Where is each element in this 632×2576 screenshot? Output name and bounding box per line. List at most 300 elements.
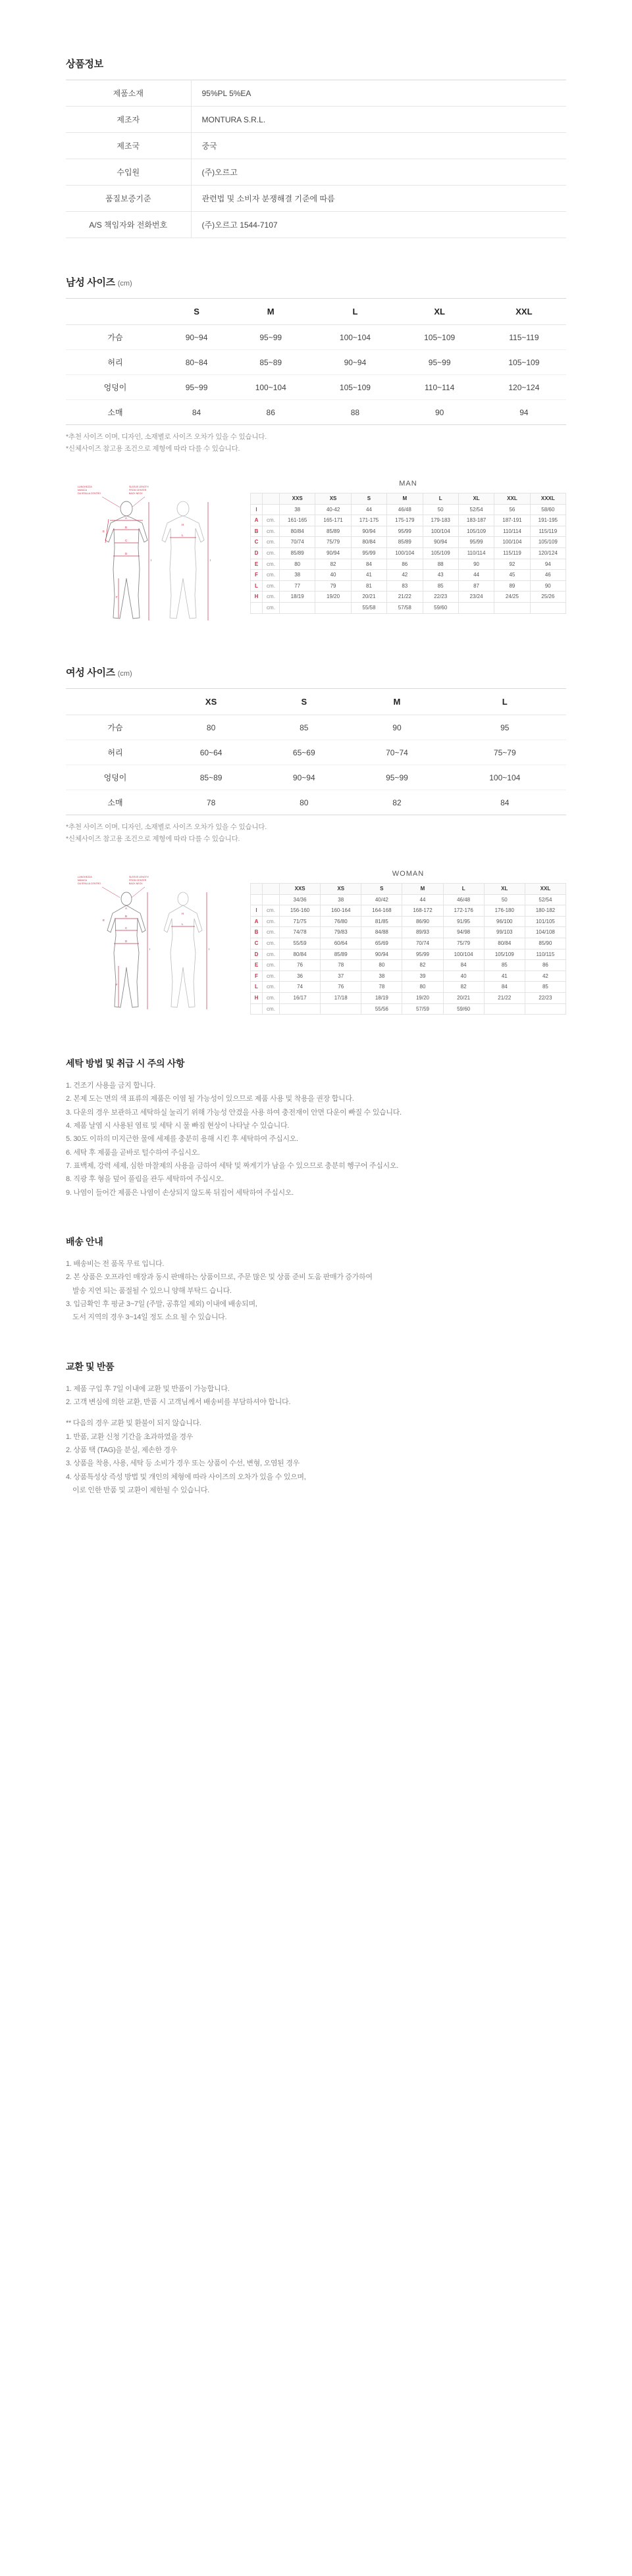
row-label: 가슴 [66,715,165,740]
cell: 39 [402,971,443,982]
table-row [251,916,566,927]
table-row [251,537,566,548]
man-figure [66,480,244,631]
cell: 57/59 [402,1003,443,1015]
cell: 95~99 [165,375,228,400]
table-row [251,580,566,592]
table-row [66,186,566,212]
cell: 71/75 [280,916,321,927]
cell: 40 [315,570,351,581]
row-letter [251,602,263,613]
row-letter: D [251,547,263,559]
cell: 172-176 [443,905,484,917]
table-row [251,905,566,917]
list-item: 3. 다운의 경우 보관하고 세탁하실 눌리기 위해 가능성 안겼을 사용 하여 충전재이 안면 다운이 빠질 수 있습니다. [66,1108,402,1117]
shipping-list [66,1257,566,1325]
row-label: 엉덩이 [66,375,165,400]
cell: 80/84 [280,526,315,537]
cell: 105/109 [530,537,566,548]
cell [494,602,530,613]
cell: 70/74 [280,537,315,548]
info-value: 95%PL 5%EA [201,88,251,98]
cell: 23/24 [458,592,494,603]
cell: 100/104 [494,537,530,548]
col-head-s: S [351,493,386,505]
women-size-section [66,665,566,1021]
cell: 22/23 [423,592,458,603]
row-letter: L [251,982,263,993]
cell: 179-183 [423,515,458,526]
cell: 78 [361,982,402,993]
svg-text:MANICA: MANICA [78,489,87,492]
cell: 70~74 [350,740,443,765]
cell: 84 [443,960,484,971]
cell: 90~94 [313,350,397,375]
svg-text:LUNGHEZZA: LUNGHEZZA [78,876,92,878]
cell: 160-164 [321,905,361,917]
cell: 40 [443,971,484,982]
svg-text:L: L [182,922,184,926]
list-item: 2. 본 상품은 오프라인 매장과 동시 판매하는 상품이므로, 주문 많은 및 상품 준비 도움 판매가 증가하여 [66,1273,373,1282]
cell: 38 [321,894,361,905]
row-letter: E [251,960,263,971]
cell: 34/36 [280,894,321,905]
woman-measurement-block [66,870,566,1021]
cell: 96/100 [484,916,525,927]
col-head-xxl: XXL [482,299,566,325]
cell: 84 [500,797,510,807]
cell [484,1003,525,1015]
row-letter: B [251,927,263,938]
list-item: 도서 지역의 경우 3~14일 정도 소요 될 수 있습니다. [72,1313,227,1322]
col-head-xs: XS [315,493,351,505]
row-letter [251,1003,263,1015]
col-head-s: S [165,299,228,325]
row-unit: cm. [263,592,280,603]
cell: 80 [361,960,402,971]
cell: 94/98 [443,927,484,938]
col-head-xs: XS [165,689,257,715]
cell: 44 [351,504,386,515]
table-header-row [251,493,566,505]
row-label: 소매 [107,408,123,417]
cell: 56 [494,504,530,515]
svg-text:E: E [103,919,105,922]
cell: 95/99 [387,526,423,537]
table-row [66,790,566,815]
cell: 104/108 [525,927,566,938]
row-letter: C [251,537,263,548]
cell: 191-195 [530,515,566,526]
list-item: 8. 직광 후 형을 덮어 풀림을 관두 세탁하여 주십시오. [66,1175,224,1184]
cell: 84 [351,559,386,570]
svg-text:F: F [116,983,118,986]
info-value: MONTURA S.R.L. [201,114,266,124]
cell: 21/22 [484,992,525,1003]
row-label: 허리 [66,740,165,765]
cell: 90/94 [315,547,351,559]
cell: 168-172 [402,905,443,917]
table-row [251,1003,566,1015]
cell: 99/103 [484,927,525,938]
woman-measure-chart [244,870,566,1015]
cell: 41 [351,570,386,581]
cell: 94 [530,559,566,570]
row-letter: I [251,905,263,917]
col-head-s: S [361,884,402,895]
row-unit: cm. [263,982,280,993]
svg-text:F: F [116,595,118,599]
cell: 88 [423,559,458,570]
mid-spacer [0,631,632,665]
col-head-l: L [443,884,484,895]
cell: 38 [280,570,315,581]
men-size-section [66,275,566,631]
svg-text:I: I [209,947,210,951]
col-head-l: L [313,299,397,325]
cell: 80/84 [351,537,386,548]
women-size-table [66,688,566,815]
table-row [251,526,566,537]
women-size-title [66,665,566,679]
svg-text:I: I [210,559,211,562]
info-label: 품질보증기준 [66,186,191,212]
cell: 70/74 [402,938,443,949]
return-sub-list [66,1430,566,1498]
cell: 46/48 [443,894,484,905]
cell: 187-191 [494,515,530,526]
col-head-m: M [387,493,423,505]
row-letter: C [251,938,263,949]
return-title: 교환 및 반품 [66,1361,115,1372]
cell: 90 [434,407,444,417]
cell: 19/20 [402,992,443,1003]
list-item: 4. 상품특성상 즉성 방법 및 개인의 체형에 따라 사이즈의 오차가 있을 수 있으며, [66,1473,306,1481]
row-unit: cm. [263,971,280,982]
note-line: *신체사이즈 참고용 조건으로 제형에 따라 다를 수 있습니다. [66,445,240,453]
col-head-m: M [228,299,313,325]
row-unit: cm. [263,559,280,570]
cell: 90 [458,559,494,570]
cell: 65/69 [361,938,402,949]
col-head-unit [263,493,280,505]
cell: 65~69 [257,740,350,765]
table-row [251,515,566,526]
cell: 52/54 [525,894,566,905]
cell: 86/90 [402,916,443,927]
cell: 74/78 [280,927,321,938]
cell: 82 [402,960,443,971]
table-row [66,107,566,133]
cell: 25/26 [530,592,566,603]
cell: 79 [315,580,351,592]
cell: 95~99 [228,325,313,350]
cell: 85 [423,580,458,592]
cell: 20/21 [351,592,386,603]
cell: 40/42 [361,894,402,905]
list-item: 4. 제품 날염 시 사용된 염료 및 세탁 시 물 빠짐 현상이 나타날 수 있습니다. [66,1122,290,1130]
cell: 105~109 [313,375,397,400]
cell: 85 [525,982,566,993]
svg-text:DA SPALLA CENTRO: DA SPALLA CENTRO [78,882,101,885]
col-head-s: S [257,689,350,715]
cell: 183-187 [458,515,494,526]
col-head-xs: XS [321,884,361,895]
row-letter: F [251,570,263,581]
col-head-xl: XL [458,493,494,505]
row-unit: cm. [263,537,280,548]
cell: 55/56 [361,1003,402,1015]
cell: 50 [484,894,525,905]
care-section [66,1057,566,1200]
return-section [66,1360,566,1497]
cell: 89 [494,580,530,592]
man-chart-table [250,493,566,614]
cell: 46/48 [387,504,423,515]
list-item: 2. 고객 변심에 의한 교환, 반품 시 고객님께서 배송비를 부담하셔야 합니다. [66,1398,291,1407]
table-header-row [66,299,566,325]
row-unit: cm. [263,905,280,917]
cell: 180-182 [525,905,566,917]
man-body-diagram [72,480,237,631]
col-head-blank [66,689,165,715]
cell: 88 [350,407,360,417]
women-size-unit: (cm) [117,670,132,678]
svg-text:FROM CENTER: FROM CENTER [129,489,147,492]
table-row [66,159,566,186]
product-info-title: 상품정보 [66,59,103,70]
row-label: 엉덩이 [66,765,165,790]
col-head-xxl: XXL [525,884,566,895]
row-unit: cm. [263,602,280,613]
cell: 50 [423,504,458,515]
cell: 91/95 [443,916,484,927]
info-label: A/S 책임자와 전화번호 [66,212,191,238]
list-item: 1. 반품, 교환 신청 기간을 초과하였을 경우 [66,1432,194,1441]
svg-text:E: E [103,530,105,533]
cell: 86 [266,407,275,417]
info-value: 중국 [201,141,217,151]
cell: 60/64 [321,938,361,949]
table-row [66,133,566,159]
cell: 95/99 [351,547,386,559]
info-label: 수입원 [66,159,191,186]
row-label: 소매 [107,798,123,807]
row-unit: cm. [263,960,280,971]
table-header-row [66,689,566,715]
cell [280,1003,321,1015]
cell: 105/109 [423,547,458,559]
cell: 74 [280,982,321,993]
men-size-title-text: 남성 사이즈 [66,277,115,288]
col-head-xxl: XXL [494,493,530,505]
col-head-xxxl: XXXL [530,493,566,505]
col-head-letter [251,493,263,505]
cell: 77 [280,580,315,592]
cell: 59/60 [423,602,458,613]
woman-chart-caption: WOMAN [392,870,425,878]
list-item: 3. 입금확인 후 평균 3~7일 (주말, 공휴일 제외) 이내에 배송되며, [66,1300,257,1309]
svg-text:LUNGHEZZA: LUNGHEZZA [78,486,92,488]
col-head-m: M [350,689,443,715]
cell: 52/54 [458,504,494,515]
cell: 94 [519,407,529,417]
women-size-title-text: 여성 사이즈 [66,667,115,678]
list-item: 5. 30도 이하의 미지근한 물에 세제를 충분히 용해 시킨 후 세탁하여 주십시오. [66,1135,298,1144]
svg-text:A: A [125,907,128,910]
cell: 84 [192,407,201,417]
col-head-m: M [402,884,443,895]
row-letter [251,894,263,905]
cell: 38 [280,504,315,515]
col-head-blank [66,299,165,325]
cell: 95/99 [458,537,494,548]
cell: 100/104 [443,949,484,960]
cell: 86 [387,559,423,570]
cell: 85~89 [165,765,257,790]
cell: 115/119 [530,526,566,537]
row-unit: cm. [263,916,280,927]
cell: 105~109 [398,325,482,350]
list-item: 9. 나염이 들어간 제품은 나염이 손상되지 않도록 뒤집어 세탁하여 주십시오. [66,1188,294,1197]
svg-text:I: I [151,559,152,562]
cell: 85/89 [280,547,315,559]
cell: 115/119 [494,547,530,559]
table-row [66,212,566,238]
cell: 156-160 [280,905,321,917]
svg-text:A: A [125,517,128,520]
man-measurement-block [66,480,566,631]
row-unit: cm. [263,992,280,1003]
svg-text:SLEEVE LENGTH: SLEEVE LENGTH [129,876,149,878]
row-letter: A [251,916,263,927]
col-head-letter [251,884,263,895]
cell: 90~94 [165,325,228,350]
cell: 81/85 [361,916,402,927]
cell: 100/104 [387,547,423,559]
row-letter: F [251,971,263,982]
cell: 110~114 [398,375,482,400]
cell: 92 [494,559,530,570]
row-unit: cm. [263,949,280,960]
cell: 105~109 [482,350,566,375]
cell: 76/80 [321,916,361,927]
cell: 42 [387,570,423,581]
table-row [251,949,566,960]
cell: 120/124 [530,547,566,559]
cell: 90~94 [257,765,350,790]
care-list [66,1079,566,1200]
cell: 82 [443,982,484,993]
cell: 80 [280,559,315,570]
table-row [66,740,566,765]
list-item: 7. 표백제, 강력 세제, 심한 마찰제의 사용을 금하여 세탁 및 짜게기가 남을 수 있으므로 충분히 헹구어 주십시오. [66,1162,398,1171]
cell: 176-180 [484,905,525,917]
cell: 90/94 [423,537,458,548]
cell: 90/94 [361,949,402,960]
men-size-table [66,298,566,425]
cell: 87 [458,580,494,592]
table-row [66,350,566,375]
table-row [66,80,566,107]
return-list [66,1382,566,1409]
row-letter: H [251,992,263,1003]
svg-text:H: H [182,523,184,526]
cell: 76 [280,960,321,971]
info-label: 제품소재 [66,80,191,107]
woman-chart-table [250,883,566,1015]
cell: 90 [530,580,566,592]
cell [530,602,566,613]
table-row [251,894,566,905]
table-row [251,971,566,982]
svg-text:H: H [182,912,184,915]
row-letter: L [251,580,263,592]
svg-text:MANICA: MANICA [78,879,87,882]
cell: 171-175 [351,515,386,526]
svg-text:BACK NECK: BACK NECK [129,492,143,495]
table-row [251,960,566,971]
cell: 80 [165,715,257,740]
return-subtitle: ** 다음의 경우 교환 및 환불이 되지 않습니다. [66,1419,201,1427]
cell: 81 [351,580,386,592]
table-header-row [251,884,566,895]
table-row [251,504,566,515]
cell: 80/84 [280,949,321,960]
list-item: 발송 지연 되는 품절될 수 있으니 양해 부탁드 습니다. [72,1286,232,1295]
care-title: 세탁 방법 및 취급 시 주의 사항 [66,1058,185,1069]
svg-text:B: B [125,526,128,529]
svg-text:B: B [125,915,128,918]
list-item: 2. 상품 택 (TAG)을 분실, 제손한 경우 [66,1446,178,1454]
col-head-xl: XL [398,299,482,325]
table-row [251,982,566,993]
cell: 41 [484,971,525,982]
cell: 46 [530,570,566,581]
men-size-unit: (cm) [117,280,132,288]
row-letter: B [251,526,263,537]
table-row [251,547,566,559]
row-letter: D [251,949,263,960]
cell: 16/17 [280,992,321,1003]
cell: 83 [387,580,423,592]
svg-text:D: D [125,940,128,943]
top-spacer [0,0,632,57]
cell: 18/19 [280,592,315,603]
list-item: 1. 건조기 사용을 금지 합니다. [66,1082,155,1090]
cell: 85/89 [321,949,361,960]
cell: 43 [423,570,458,581]
table-row [251,592,566,603]
row-unit [263,894,280,905]
table-row [66,325,566,350]
svg-text:I: I [149,947,151,951]
cell: 21/22 [387,592,423,603]
cell: 84/88 [361,927,402,938]
cell: 161-165 [280,515,315,526]
svg-text:FROM CENTER: FROM CENTER [129,879,147,882]
cell: 18/19 [361,992,402,1003]
info-value: 관련법 및 소비자 분쟁해결 기준에 따름 [201,194,335,203]
row-unit: cm. [263,526,280,537]
cell: 59/60 [443,1003,484,1015]
cell: 19/20 [315,592,351,603]
cell: 76 [321,982,361,993]
cell: 36 [280,971,321,982]
cell: 85 [484,960,525,971]
cell: 17/18 [321,992,361,1003]
cell: 75/79 [315,537,351,548]
